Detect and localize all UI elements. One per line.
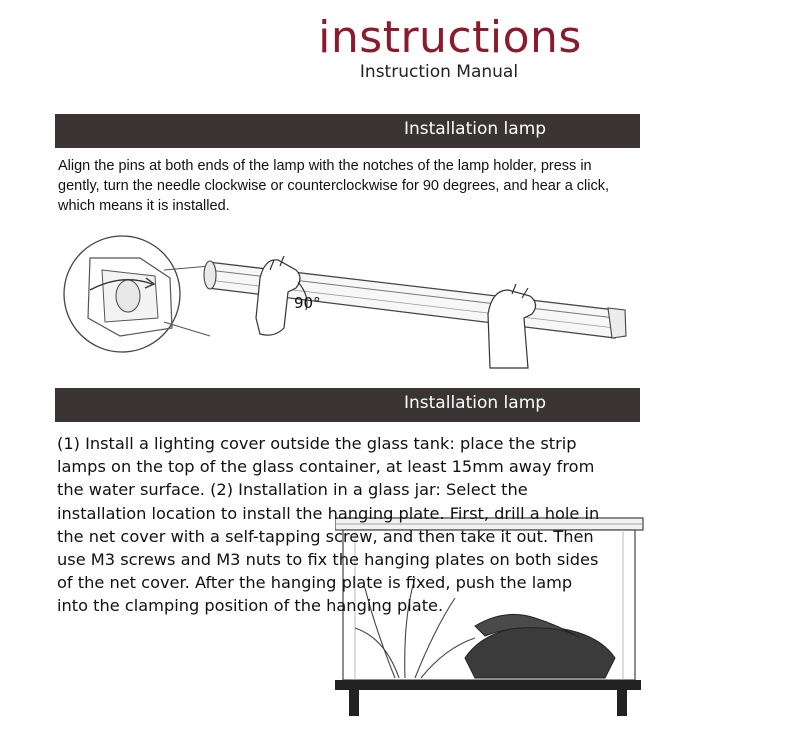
tank-stand [335, 680, 641, 690]
page-subtitle: Instruction Manual [359, 62, 519, 82]
section-heading-bar [55, 114, 640, 148]
hands-illustration [256, 256, 536, 368]
detail-magnifier [64, 236, 210, 352]
section-heading-label: Installation lamp [404, 393, 547, 413]
lamp-installation-illustration [60, 218, 640, 380]
angle-label: 90° [294, 294, 321, 312]
section-heading-label: Installation lamp [404, 119, 547, 139]
section-text: Align the pins at both ends of the lamp with the notches of the lamp holder, press in gently, turn the needle clockwise or counterclockwise for 90 degrees, and hear a click, which means it is installed. [58, 158, 610, 214]
section-heading-bar [55, 388, 640, 422]
section-text: (1) Install a lighting cover outside the glass tank: place the strip lamps on the top of the glass container, at least 15mm away from the water surface. (2) Installation in a glass jar: Select the installation location to install the hanging plate. First, drill a hole in the net cover with a self-tapping screw, and then take it out. Then use M3 screws and M3 nuts to fix the hanging plates on both sides of the net cover. After the hanging plate is fixed, push the lamp into the clamping position of the hanging plate. [57, 434, 600, 616]
page-title: instructions [318, 12, 582, 63]
